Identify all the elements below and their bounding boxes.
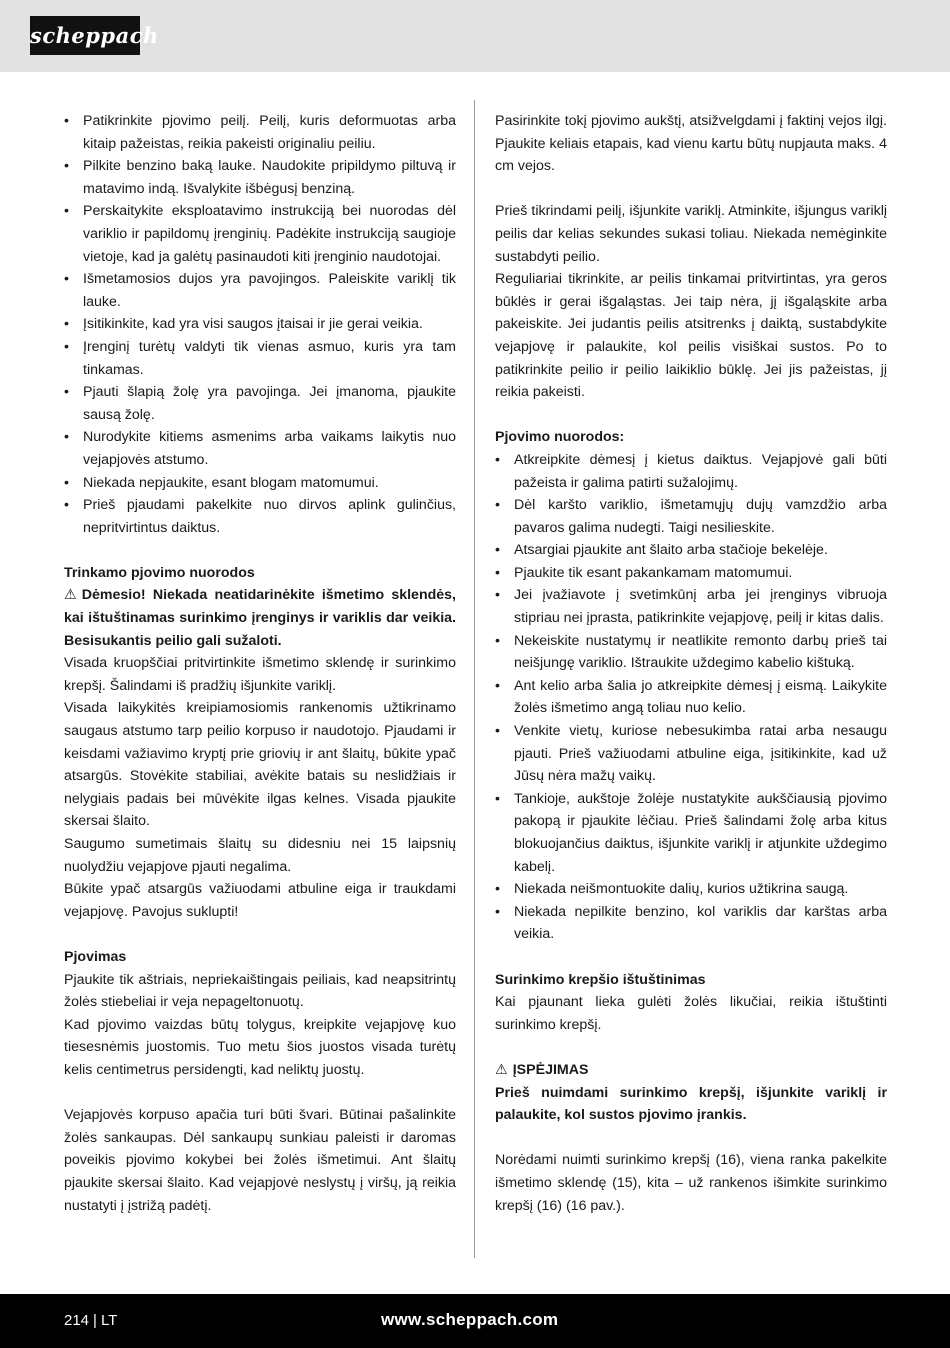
list-item: • Perskaitykite eksploatavimo instrukciją bei nuorodas dėl variklio ir papildomų įrenginių. Padėkite instrukciją saugioje vietoje, kad ja galėtų pasinaudoti kiti įrenginio naudotojai.: [64, 200, 456, 268]
list-item: • Niekada neišmontuokite dalių, kurios užtikrina saugą.: [495, 878, 887, 901]
warning-heading: [495, 1059, 887, 1082]
list-item: • Įsitikinkite, kad yra visi saugos įtaisai ir jie gerai veikia.: [64, 313, 456, 336]
list-item: • Pilkite benzino baką lauke. Naudokite pripildymo piltuvą ir matavimo indą. Išvalykite išbėgusį benziną.: [64, 155, 456, 200]
list-item: • Dėl karšto variklio, išmetamųjų dujų vamzdžio arba pavaros galima nudegti. Taigi nesilieskite.: [495, 494, 887, 539]
list-item: • Įrenginį turėtų valdyti tik vienas asmuo, kuris yra tam tinkamas.: [64, 336, 456, 381]
list-item: • Nekeiskite nustatymų ir neatlikite remonto darbų prieš tai neišjungę variklio. Ištraukite uždegimo kabelio kištuką.: [495, 630, 887, 675]
right-column: [495, 110, 887, 1217]
warning-triangle-icon: ⚠: [495, 1061, 508, 1078]
warning-title: ĮSPĖJIMAS: [512, 1061, 589, 1078]
paragraph: Vejapjovės korpuso apačia turi būti švari. Būtinai pašalinkite žolės sankaupas. Dėl sankaupų sunkiau paleisti ir daromas poveikis pjovimo kokybei bei žolės išmetimui. Ant šlaitų pjaukite skersai šlaito. Kad vejapjovė neslystų į viršų, ją reikia nustatyti į įstrižą padėtį.: [64, 1107, 456, 1214]
paragraph: Kai pjaunant lieka gulėti žolės likučiai, reikia ištuštinti surinkimo krepšį.: [495, 994, 887, 1033]
page-separator: |: [93, 1312, 97, 1329]
list-item: • Venkite vietų, kuriose nebesukimba ratai arba nesaugu pjauti. Prieš važiuodami atbuline eiga, įsitikinkite, kad už Jūsų nėra mažų vaikų.: [495, 720, 887, 788]
paragraph: Pasirinkite tokį pjovimo aukštį, atsižvelgdami į faktinį vejos ilgį. Pjaukite keliais etapais, kad vienu kartu būtų nupjauta maks. 4 cm vejos.: [495, 113, 887, 175]
list-item: • Išmetamosios dujos yra pavojingos. Paleiskite variklį tik lauke.: [64, 268, 456, 313]
list-item: • Atsargiai pjaukite ant šlaito arba stačioje bekelėje.: [495, 539, 887, 562]
paragraph: Kad pjovimo vaizdas būtų tolygus, kreipkite vejapjovę kuo tiesesnėmis juostomis. Tuo metu šios juostos visada turėtų kelis centimetrus persidengti, kad neliktų juostų.: [64, 1016, 456, 1078]
header-band: [0, 0, 950, 72]
list-item: • Prieš pjaudami pakelkite nuo dirvos aplink gulinčius, nepritvirtintus daiktus.: [64, 494, 456, 539]
paragraph: Norėdami nuimti surinkimo krepšį (16), viena ranka pakelkite išmetimo sklendę (15), kita – už rankenos išimkite surinkimo krepšį (16) (16 pav.).: [495, 1152, 887, 1214]
list-item: • Tankioje, aukštoje žolėje nustatykite aukščiausią pjovimo pakopą ir pjaukite lėčiau. Prieš šalindami žolę arba kitus blokuojančius daiktus, išjunkite variklį ir atjunkite uždegimo kabelį.: [495, 788, 887, 878]
list-item: • Niekada nepilkite benzino, kol variklis dar karštas arba veikia.: [495, 901, 887, 946]
paragraph: Reguliariai tikrinkite, ar peilis tinkamai pritvirtintas, yra geros būklės ir gerai išgaląstas. Jei taip nėra, jį išgaląskite arba pakeiskite. Jei judantis peilis atsitrenks į daiktą, sustabdykite vejapjovę ir palaukite, kol peilis visiškai sustos. Po to patikrinkite peilio ir peilio laikiklio būklę. Jei jis pažeistas, jį reikia pakeisti.: [495, 271, 887, 401]
paragraph: Pjaukite tik aštriais, nepriekaištingais peiliais, kad neapsitrintų žolės stiebeliai ir veja nepageltonuotų.: [64, 971, 456, 1011]
emptying-heading: Surinkimo krepšio ištuštinimas: [495, 971, 706, 988]
safety-bullet-list: [64, 110, 456, 539]
cutting-heading: Pjovimo nuorodos:: [495, 429, 625, 446]
discharge-heading: Trinkamo pjovimo nuorodos: [64, 564, 255, 581]
discharge-warning-text: Dėmesio! Niekada neatidarinėkite išmetimo sklendės, kai ištuštinamas surinkimo įrenginys ir variklis dar veikia. Besisukantis peilio gali sužaloti.: [64, 587, 456, 649]
mowing-heading: Pjovimas: [64, 948, 127, 965]
page-number-label: [64, 1310, 117, 1332]
website-url: www.scheppach.com: [381, 1310, 559, 1329]
list-item: • Patikrinkite pjovimo peilį. Peilį, kuris deformuotas arba kitaip pažeistas, reikia pakeisti originaliu peiliu.: [64, 110, 456, 155]
discharge-warning: [64, 584, 456, 652]
column-divider: [474, 100, 475, 1258]
paragraph: Visada laikykitės kreipiamosiomis rankenomis užtikrinamo saugaus atstumo tarp peilio korpuso ir naudotojo. Pjaudami ir keisdami važiavimo kryptį prie griovių ir ant šlaitų, būkite ypač atsargūs. Stovėkite stabiliai, avėkite batais su neslidžiais ir nelygiais padais bei mūvėkite ilgas kelnes. Visada pjaukite skersai šlaito.: [64, 700, 456, 830]
footer-bar: [0, 1294, 950, 1348]
list-item: • Atkreipkite dėmesį į kietus daiktus. Vejapjovė gali būti pažeista ir galima patirti sužalojimų.: [495, 449, 887, 494]
paragraph: Saugumo sumetimais šlaitų su didesniu nei 15 laipsnių nuolydžiu vejapjove pjauti negalima.: [64, 836, 456, 875]
page-number: 214: [64, 1312, 90, 1329]
list-item: • Niekada nepjaukite, esant blogam matomumui.: [64, 472, 456, 495]
list-item: • Nurodykite kitiems asmenims arba vaikams laikytis nuo vejapjovės atstumo.: [64, 426, 456, 471]
paragraph: Būkite ypač atsargūs važiuodami atbuline eiga ir traukdami vejapjovę. Pavojus suklupti!: [64, 881, 456, 920]
warning-text: Prieš nuimdami surinkimo krepšį, išjunkite variklį ir palaukite, kol sustos pjovimo įrankis.: [495, 1084, 887, 1124]
list-item: • Pjauti šlapią žolę yra pavojinga. Jei įmanoma, pjaukite sausą žolę.: [64, 381, 456, 426]
list-item: • Jei įvažiavote į svetimkūnį arba jei įrenginys vibruoja stipriau nei įprasta, patikrinkite vejapjovę, peilį ir kitas dalis.: [495, 584, 887, 629]
cutting-bullet-list: [495, 449, 887, 946]
language-code: LT: [100, 1312, 118, 1329]
list-item: • Ant kelio arba šalia jo atkreipkite dėmesį į eismą. Laikykite žolės išmetimo angą toliau nuo kelio.: [495, 675, 887, 720]
paragraph: Prieš tikrindami peilį, išjunkite variklį. Atminkite, išjungus variklį peilis dar kelias sekundes sukasi toliau. Niekada nemėginkite sustabdyti peilio.: [495, 203, 887, 265]
list-item: • Pjaukite tik esant pakankamam matomumui.: [495, 562, 887, 585]
paragraph: Visada kruopščiai pritvirtinkite išmetimo sklendę ir surinkimo krepšį. Šalindami iš pradžių išjunkite variklį.: [64, 655, 456, 694]
left-column: [64, 110, 456, 1217]
scheppach-logo: scheppach: [30, 16, 140, 55]
warning-triangle-icon: ⚠: [64, 587, 77, 604]
